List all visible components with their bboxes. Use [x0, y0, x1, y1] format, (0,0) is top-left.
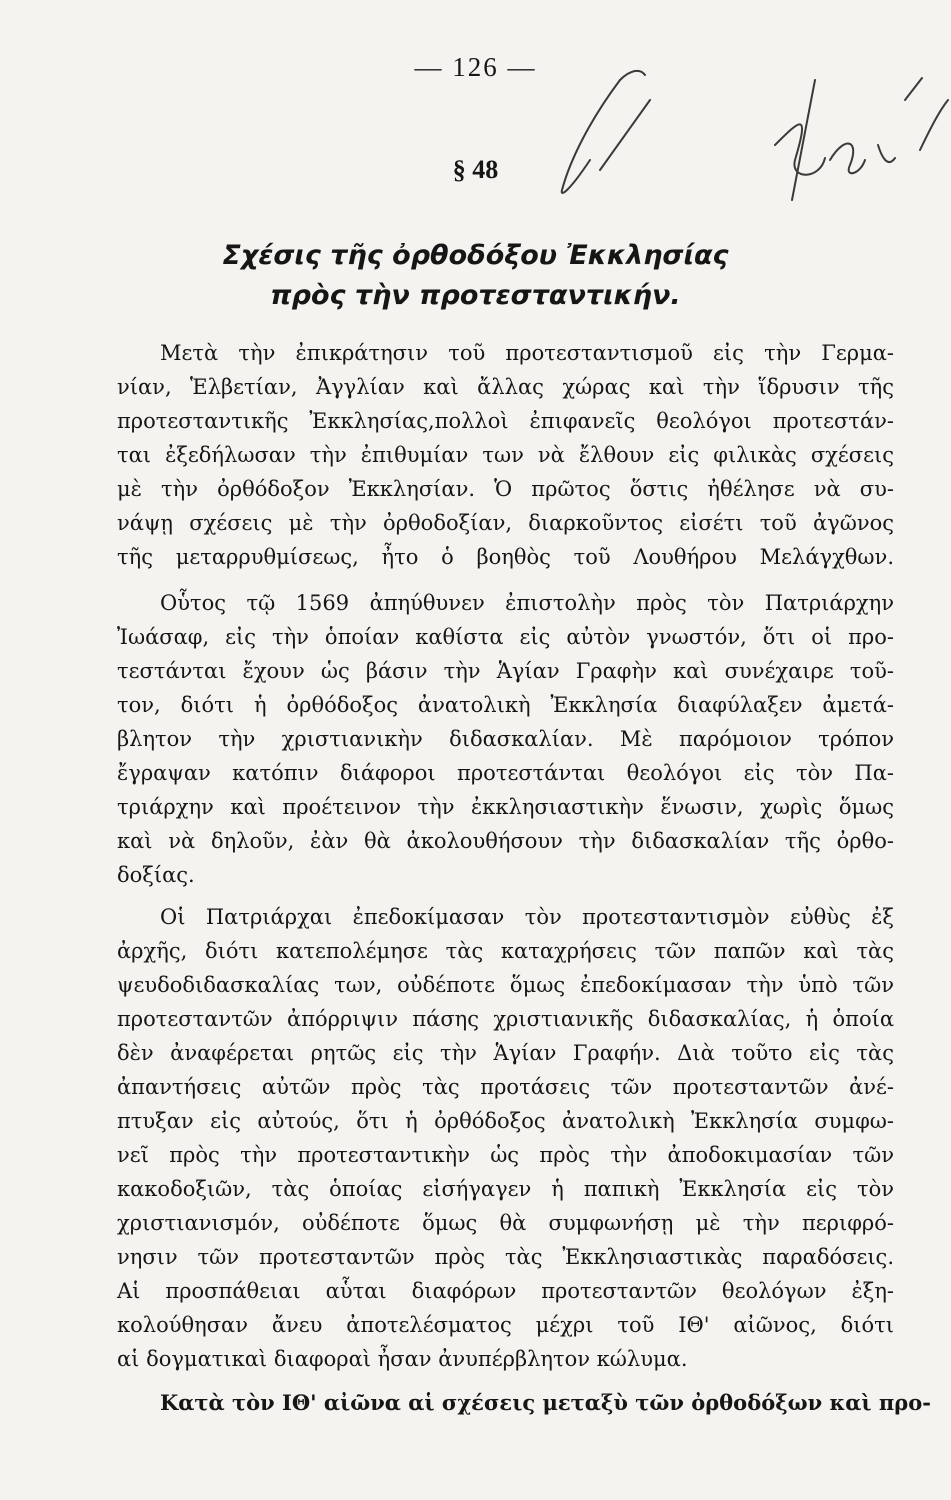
text-line: ἀπαντήσεις αὐτῶν πρὸς τὰς προτάσεις τῶν προτεσταντῶν ἀνέ-	[117, 1075, 894, 1099]
text-line: βλητον τὴν χριστιανικὴν διδασκαλίαν. Μὲ παρόμοιον τρόπον	[117, 727, 894, 751]
text-line: προτεσταντῶν ἀπόρριψιν πάσης χριστιανικῆς διδασκαλίας, ἡ ὁποία	[117, 1007, 894, 1031]
text-line: ἔγραψαν κατόπιν διάφοροι προτεστάνται θεολόγοι εἰς τὸν Πα-	[117, 761, 894, 785]
handwritten-annotation	[560, 25, 951, 240]
text-line: νίαν, Ἑλβετίαν, Ἀγγλίαν καὶ ἄλλας χώρας καὶ τὴν ἵδρυσιν τῆς	[117, 375, 894, 399]
text-line: Αἱ προσπάθειαι αὗται διαφόρων προτεσταντῶν θεολόγων ἐξη-	[117, 1279, 894, 1303]
text-line: καὶ νὰ δηλοῦν, ἐὰν θὰ ἀκολουθήσουν τὴν διδασκαλίαν τῆς ὀρθο-	[117, 829, 894, 853]
text-line: αἱ δογματικαὶ διαφοραὶ ἦσαν ἀνυπέρβλητον κώλυμα.	[117, 1347, 688, 1371]
text-line: νησιν τῶν προτεσταντῶν πρὸς τὰς Ἐκκλησιαστικὰς παραδόσεις.	[117, 1245, 894, 1269]
text-line: χριστιανισμόν, οὐδέποτε ὅμως θὰ συμφωνήσῃ μὲ τὴν περιφρό-	[117, 1211, 894, 1235]
text-line: Ἰωάσαφ, εἰς τὴν ὁποίαν καθίστα εἰς αὐτὸν γνωστόν, ὅτι οἱ προ-	[117, 625, 894, 649]
text-line: προτεσταντικῆς Ἐκκλησίας,πολλοὶ ἐπιφανεῖς θεολόγοι προτεστάν-	[117, 409, 894, 433]
text-line: τον, διότι ἡ ὀρθόδοξος ἀνατολικὴ Ἐκκλησία διαφύλαξεν ἀμετά-	[117, 693, 894, 717]
handwritten-text: καί	[560, 25, 588, 44]
text-line: Οἱ Πατριάρχαι ἐπεδοκίμασαν τὸν προτεσταντισμὸν εὐθὺς ἐξ	[160, 905, 894, 929]
text-line: ψευδοδιδασκαλίας των, οὐδέποτε ὅμως ἐπεδοκίμασαν τὴν ὑπὸ τῶν	[117, 973, 894, 997]
text-line: τεστάνται ἔχουν ὡς βάσιν τὴν Ἁγίαν Γραφὴν καὶ συνέχαιρε τοῦ-	[117, 659, 894, 683]
text-line: πτυξαν εἰς αὐτούς, ὅτι ἡ ὀρθόδοξος ἀνατολικὴ Ἐκκλησία συμφω-	[117, 1109, 894, 1133]
chapter-title	[0, 236, 951, 316]
text-line: τριάρχην καὶ προέτεινον τὴν ἐκκλησιαστικὴν ἕνωσιν, χωρὶς ὅμως	[117, 795, 894, 819]
text-line: Κατὰ τὸν ΙΘ' αἰῶνα αἱ σχέσεις μεταξὺ τῶν ὀρθοδόξων καὶ προ-	[160, 1390, 931, 1415]
text-line: δὲν ἀναφέρεται ρητῶς εἰς τὴν Ἁγίαν Γραφήν. Διὰ τοῦτο εἰς τὰς	[117, 1041, 894, 1065]
text-line: κακοδοξιῶν, τὰς ὁποίας εἰσήγαγεν ἡ παπικὴ Ἐκκλησία εἰς τὸν	[117, 1177, 894, 1201]
title-line-1: Σχέσις τῆς ὀρθοδόξου Ἐκκλησίας	[222, 240, 729, 271]
text-line: νεῖ πρὸς τὴν προτεσταντικὴν ὡς πρὸς τὴν ἀποδοκιμασίαν τῶν	[117, 1143, 894, 1167]
text-line: ται ἐξεδήλωσαν τὴν ἐπιθυμίαν των νὰ ἔλθουν εἰς φιλικὰς σχέσεις	[117, 443, 894, 467]
text-line: δοξίας.	[117, 863, 195, 887]
text-line: κολούθησαν ἄνευ ἀποτελέσματος μέχρι τοῦ ΙΘ' αἰῶνος, διότι	[117, 1313, 894, 1337]
section-heading: § 48	[452, 155, 499, 184]
text-line: μὲ τὴν ὀρθόδοξον Ἐκκλησίαν. Ὁ πρῶτος ὅστις ἠθέλησε νὰ συ-	[117, 477, 894, 501]
page-number: — 126 —	[414, 52, 537, 82]
text-line: τῆς μεταρρυθμίσεως, ἦτο ὁ βοηθὸς τοῦ Λουθήρου Μελάγχθων.	[117, 545, 894, 569]
title-line-2: πρὸς τὴν προτεσταντικήν.	[270, 280, 681, 311]
text-line: νάψῃ σχέσεις μὲ τὴν ὀρθοδοξίαν, διαρκοῦντος εἰσέτι τοῦ ἀγῶνος	[117, 511, 894, 535]
text-line: Μετὰ τὴν ἐπικράτησιν τοῦ προτεσταντισμοῦ εἰς τὴν Γερμα-	[160, 341, 894, 365]
text-line: ἀρχῆς, διότι κατεπολέμησε τὰς καταχρήσεις τῶν παπῶν καὶ τὰς	[117, 939, 894, 963]
text-line: Οὗτος τῷ 1569 ἀπηύθυνεν ἐπιστολὴν πρὸς τὸν Πατριάρχην	[160, 591, 894, 615]
